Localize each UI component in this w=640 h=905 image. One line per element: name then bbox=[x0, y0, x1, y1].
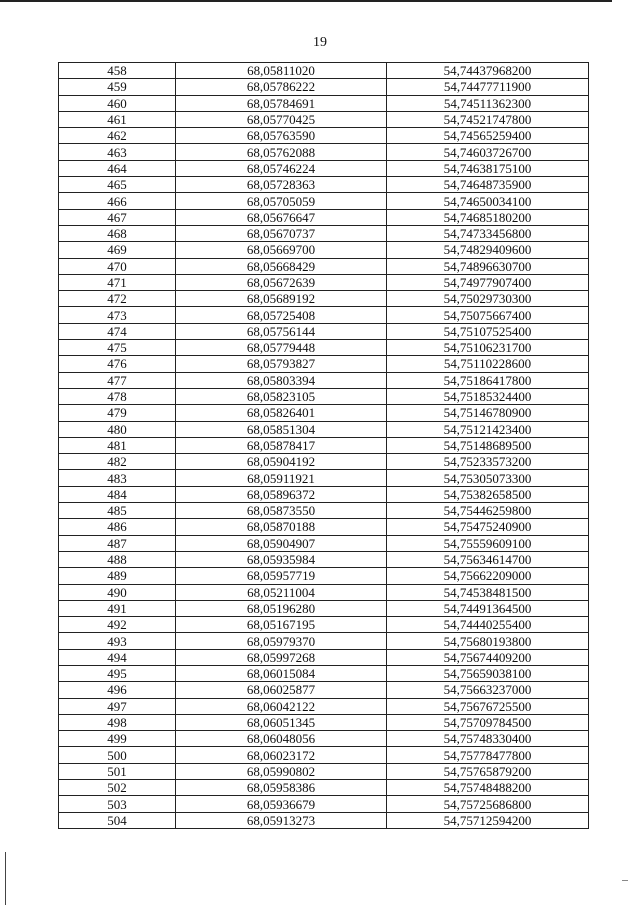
y-coordinate-cell: 54,74521747800 bbox=[387, 111, 589, 127]
table-row bbox=[59, 144, 589, 160]
x-coordinate-cell: 68,05763590 bbox=[176, 128, 387, 144]
y-coordinate-cell: 54,75663237000 bbox=[387, 682, 589, 698]
y-coordinate-cell: 54,75233573200 bbox=[387, 454, 589, 470]
point-number-cell: 484 bbox=[59, 486, 176, 502]
point-number-cell: 478 bbox=[59, 388, 176, 404]
y-coordinate-cell: 54,75121423400 bbox=[387, 421, 589, 437]
point-number-cell: 461 bbox=[59, 111, 176, 127]
x-coordinate-cell: 68,05958386 bbox=[176, 780, 387, 796]
y-coordinate-cell: 54,74538481500 bbox=[387, 584, 589, 600]
table-row bbox=[59, 63, 589, 79]
table-row bbox=[59, 796, 589, 812]
x-coordinate-cell: 68,05689192 bbox=[176, 291, 387, 307]
y-coordinate-cell: 54,75110228600 bbox=[387, 356, 589, 372]
y-coordinate-cell: 54,75709784500 bbox=[387, 714, 589, 730]
table-row bbox=[59, 258, 589, 274]
point-number-cell: 502 bbox=[59, 780, 176, 796]
y-coordinate-cell: 54,74565259400 bbox=[387, 128, 589, 144]
y-coordinate-cell: 54,74491364500 bbox=[387, 600, 589, 616]
y-coordinate-cell: 54,75725686800 bbox=[387, 796, 589, 812]
point-number-cell: 482 bbox=[59, 454, 176, 470]
x-coordinate-cell: 68,05979370 bbox=[176, 633, 387, 649]
point-number-cell: 489 bbox=[59, 568, 176, 584]
y-coordinate-cell: 54,75674409200 bbox=[387, 649, 589, 665]
x-coordinate-cell: 68,05793827 bbox=[176, 356, 387, 372]
x-coordinate-cell: 68,05913273 bbox=[176, 812, 387, 828]
y-coordinate-cell: 54,75446259800 bbox=[387, 503, 589, 519]
table-row bbox=[59, 421, 589, 437]
x-coordinate-cell: 68,05870188 bbox=[176, 519, 387, 535]
point-number-cell: 492 bbox=[59, 617, 176, 633]
y-coordinate-cell: 54,75748330400 bbox=[387, 731, 589, 747]
table-row bbox=[59, 323, 589, 339]
point-number-cell: 477 bbox=[59, 372, 176, 388]
point-number-cell: 480 bbox=[59, 421, 176, 437]
y-coordinate-cell: 54,74896630700 bbox=[387, 258, 589, 274]
table-row bbox=[59, 177, 589, 193]
y-coordinate-cell: 54,74603726700 bbox=[387, 144, 589, 160]
y-coordinate-cell: 54,75475240900 bbox=[387, 519, 589, 535]
y-coordinate-cell: 54,74685180200 bbox=[387, 209, 589, 225]
table-row bbox=[59, 633, 589, 649]
table-row bbox=[59, 307, 589, 323]
table-row bbox=[59, 812, 589, 828]
table-row bbox=[59, 584, 589, 600]
point-number-cell: 468 bbox=[59, 225, 176, 241]
left-margin-rule bbox=[5, 852, 6, 905]
point-number-cell: 463 bbox=[59, 144, 176, 160]
x-coordinate-cell: 68,05196280 bbox=[176, 600, 387, 616]
y-coordinate-cell: 54,75029730300 bbox=[387, 291, 589, 307]
x-coordinate-cell: 68,05811020 bbox=[176, 63, 387, 79]
point-number-cell: 487 bbox=[59, 535, 176, 551]
table-row bbox=[59, 535, 589, 551]
y-coordinate-cell: 54,75107525400 bbox=[387, 323, 589, 339]
y-coordinate-cell: 54,75748488200 bbox=[387, 780, 589, 796]
x-coordinate-cell: 68,05705059 bbox=[176, 193, 387, 209]
x-coordinate-cell: 68,05167195 bbox=[176, 617, 387, 633]
point-number-cell: 494 bbox=[59, 649, 176, 665]
y-coordinate-cell: 54,74511362300 bbox=[387, 95, 589, 111]
table-row bbox=[59, 617, 589, 633]
table-row bbox=[59, 698, 589, 714]
table-row bbox=[59, 274, 589, 290]
y-coordinate-cell: 54,74477711900 bbox=[387, 79, 589, 95]
table-row bbox=[59, 714, 589, 730]
table-row bbox=[59, 551, 589, 567]
table-row bbox=[59, 95, 589, 111]
point-number-cell: 459 bbox=[59, 79, 176, 95]
table-row bbox=[59, 682, 589, 698]
point-number-cell: 460 bbox=[59, 95, 176, 111]
y-coordinate-cell: 54,75382658500 bbox=[387, 486, 589, 502]
edge-mark bbox=[622, 880, 628, 881]
point-number-cell: 473 bbox=[59, 307, 176, 323]
y-coordinate-cell: 54,74650034100 bbox=[387, 193, 589, 209]
y-coordinate-cell: 54,75634614700 bbox=[387, 551, 589, 567]
x-coordinate-cell: 68,06023172 bbox=[176, 747, 387, 763]
point-number-cell: 495 bbox=[59, 665, 176, 681]
point-number-cell: 486 bbox=[59, 519, 176, 535]
point-number-cell: 479 bbox=[59, 405, 176, 421]
x-coordinate-cell: 68,05672639 bbox=[176, 274, 387, 290]
point-number-cell: 476 bbox=[59, 356, 176, 372]
table-row bbox=[59, 242, 589, 258]
y-coordinate-cell: 54,74977907400 bbox=[387, 274, 589, 290]
x-coordinate-cell: 68,05762088 bbox=[176, 144, 387, 160]
table-row bbox=[59, 519, 589, 535]
x-coordinate-cell: 68,05878417 bbox=[176, 437, 387, 453]
point-number-cell: 462 bbox=[59, 128, 176, 144]
table-row bbox=[59, 111, 589, 127]
y-coordinate-cell: 54,74437968200 bbox=[387, 63, 589, 79]
top-rule bbox=[0, 0, 612, 2]
point-number-cell: 458 bbox=[59, 63, 176, 79]
table-row bbox=[59, 405, 589, 421]
x-coordinate-cell: 68,05728363 bbox=[176, 177, 387, 193]
point-number-cell: 464 bbox=[59, 160, 176, 176]
point-number-cell: 503 bbox=[59, 796, 176, 812]
table-row bbox=[59, 665, 589, 681]
x-coordinate-cell: 68,05904192 bbox=[176, 454, 387, 470]
point-number-cell: 500 bbox=[59, 747, 176, 763]
x-coordinate-cell: 68,05873550 bbox=[176, 503, 387, 519]
y-coordinate-cell: 54,74829409600 bbox=[387, 242, 589, 258]
table-row bbox=[59, 340, 589, 356]
point-number-cell: 490 bbox=[59, 584, 176, 600]
x-coordinate-cell: 68,05725408 bbox=[176, 307, 387, 323]
x-coordinate-cell: 68,06048056 bbox=[176, 731, 387, 747]
point-number-cell: 485 bbox=[59, 503, 176, 519]
x-coordinate-cell: 68,05826401 bbox=[176, 405, 387, 421]
point-number-cell: 467 bbox=[59, 209, 176, 225]
y-coordinate-cell: 54,75659038100 bbox=[387, 665, 589, 681]
x-coordinate-cell: 68,05669700 bbox=[176, 242, 387, 258]
coordinates-table-body bbox=[59, 63, 589, 829]
x-coordinate-cell: 68,05936679 bbox=[176, 796, 387, 812]
table-row bbox=[59, 747, 589, 763]
table-row bbox=[59, 209, 589, 225]
point-number-cell: 481 bbox=[59, 437, 176, 453]
page-number: 19 bbox=[313, 35, 327, 50]
table-row bbox=[59, 568, 589, 584]
x-coordinate-cell: 68,05935984 bbox=[176, 551, 387, 567]
y-coordinate-cell: 54,74440255400 bbox=[387, 617, 589, 633]
y-coordinate-cell: 54,75146780900 bbox=[387, 405, 589, 421]
table-row bbox=[59, 731, 589, 747]
y-coordinate-cell: 54,74733456800 bbox=[387, 225, 589, 241]
table-row bbox=[59, 600, 589, 616]
point-number-cell: 493 bbox=[59, 633, 176, 649]
point-number-cell: 470 bbox=[59, 258, 176, 274]
table-row bbox=[59, 486, 589, 502]
point-number-cell: 498 bbox=[59, 714, 176, 730]
y-coordinate-cell: 54,75106231700 bbox=[387, 340, 589, 356]
x-coordinate-cell: 68,06025877 bbox=[176, 682, 387, 698]
y-coordinate-cell: 54,75559609100 bbox=[387, 535, 589, 551]
y-coordinate-cell: 54,75676725500 bbox=[387, 698, 589, 714]
point-number-cell: 466 bbox=[59, 193, 176, 209]
x-coordinate-cell: 68,05770425 bbox=[176, 111, 387, 127]
y-coordinate-cell: 54,75765879200 bbox=[387, 763, 589, 779]
point-number-cell: 488 bbox=[59, 551, 176, 567]
x-coordinate-cell: 68,05784691 bbox=[176, 95, 387, 111]
table-row bbox=[59, 291, 589, 307]
table-row bbox=[59, 193, 589, 209]
table-row bbox=[59, 454, 589, 470]
y-coordinate-cell: 54,74648735900 bbox=[387, 177, 589, 193]
x-coordinate-cell: 68,05823105 bbox=[176, 388, 387, 404]
y-coordinate-cell: 54,75075667400 bbox=[387, 307, 589, 323]
y-coordinate-cell: 54,75778477800 bbox=[387, 747, 589, 763]
point-number-cell: 499 bbox=[59, 731, 176, 747]
point-number-cell: 504 bbox=[59, 812, 176, 828]
y-coordinate-cell: 54,75680193800 bbox=[387, 633, 589, 649]
y-coordinate-cell: 54,75712594200 bbox=[387, 812, 589, 828]
x-coordinate-cell: 68,05211004 bbox=[176, 584, 387, 600]
x-coordinate-cell: 68,05746224 bbox=[176, 160, 387, 176]
table-row bbox=[59, 649, 589, 665]
coordinates-table bbox=[58, 62, 589, 829]
y-coordinate-cell: 54,75662209000 bbox=[387, 568, 589, 584]
table-row bbox=[59, 470, 589, 486]
table-row bbox=[59, 356, 589, 372]
point-number-cell: 496 bbox=[59, 682, 176, 698]
x-coordinate-cell: 68,05786222 bbox=[176, 79, 387, 95]
y-coordinate-cell: 54,75186417800 bbox=[387, 372, 589, 388]
y-coordinate-cell: 54,74638175100 bbox=[387, 160, 589, 176]
table-row bbox=[59, 225, 589, 241]
point-number-cell: 497 bbox=[59, 698, 176, 714]
x-coordinate-cell: 68,05670737 bbox=[176, 225, 387, 241]
x-coordinate-cell: 68,05904907 bbox=[176, 535, 387, 551]
point-number-cell: 474 bbox=[59, 323, 176, 339]
table-row bbox=[59, 128, 589, 144]
point-number-cell: 475 bbox=[59, 340, 176, 356]
table-row bbox=[59, 388, 589, 404]
point-number-cell: 469 bbox=[59, 242, 176, 258]
x-coordinate-cell: 68,05668429 bbox=[176, 258, 387, 274]
x-coordinate-cell: 68,05676647 bbox=[176, 209, 387, 225]
x-coordinate-cell: 68,06042122 bbox=[176, 698, 387, 714]
x-coordinate-cell: 68,05990802 bbox=[176, 763, 387, 779]
table-row bbox=[59, 372, 589, 388]
x-coordinate-cell: 68,05756144 bbox=[176, 323, 387, 339]
x-coordinate-cell: 68,05997268 bbox=[176, 649, 387, 665]
x-coordinate-cell: 68,05803394 bbox=[176, 372, 387, 388]
table-row bbox=[59, 160, 589, 176]
point-number-cell: 501 bbox=[59, 763, 176, 779]
table-row bbox=[59, 437, 589, 453]
x-coordinate-cell: 68,05911921 bbox=[176, 470, 387, 486]
point-number-cell: 471 bbox=[59, 274, 176, 290]
table-row bbox=[59, 763, 589, 779]
point-number-cell: 472 bbox=[59, 291, 176, 307]
x-coordinate-cell: 68,05851304 bbox=[176, 421, 387, 437]
point-number-cell: 491 bbox=[59, 600, 176, 616]
x-coordinate-cell: 68,05957719 bbox=[176, 568, 387, 584]
table-row bbox=[59, 780, 589, 796]
y-coordinate-cell: 54,75185324400 bbox=[387, 388, 589, 404]
y-coordinate-cell: 54,75305073300 bbox=[387, 470, 589, 486]
y-coordinate-cell: 54,75148689500 bbox=[387, 437, 589, 453]
x-coordinate-cell: 68,06015084 bbox=[176, 665, 387, 681]
table-row bbox=[59, 503, 589, 519]
x-coordinate-cell: 68,06051345 bbox=[176, 714, 387, 730]
x-coordinate-cell: 68,05896372 bbox=[176, 486, 387, 502]
point-number-cell: 483 bbox=[59, 470, 176, 486]
point-number-cell: 465 bbox=[59, 177, 176, 193]
table-row bbox=[59, 79, 589, 95]
x-coordinate-cell: 68,05779448 bbox=[176, 340, 387, 356]
